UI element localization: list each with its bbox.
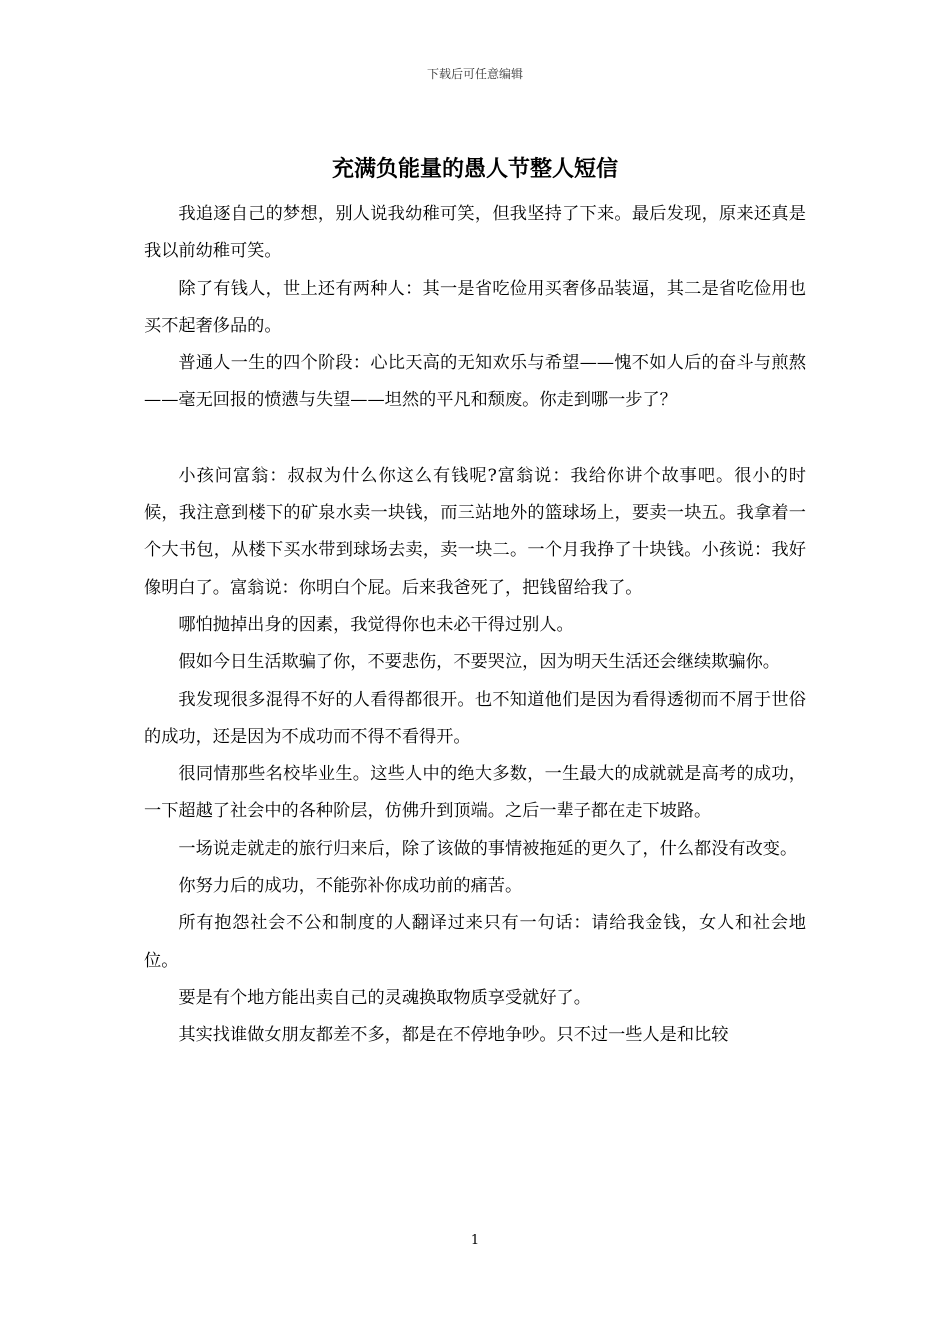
- document-title: 充满负能量的愚人节整人短信: [331, 156, 618, 182]
- paragraph-8: 很同情那些名校毕业生。这些人中的绝大多数，一生最大的成就就是高考的成功，一下超越了社会中的各种阶层，仿佛升到顶端。之后一辈子都在走下坡路。: [144, 764, 806, 822]
- paragraph-7: 我发现很多混得不好的人看得都很开。也不知道他们是因为看得透彻而不屑于世俗的成功，还是因为不成功而不得不看得开。: [144, 689, 806, 747]
- paragraph-11: 所有抱怨社会不公和制度的人翻译过来只有一句话：请给我金钱，女人和社会地位。: [144, 913, 806, 971]
- page-header: 下载后可任意编辑: [426, 67, 523, 81]
- paragraph-3: 普通人一生的四个阶段：心比天高的无知欢乐与希望——愧不如人后的奋斗与煎熬——毫无回报的愤懑与失望——坦然的平凡和颓废。你走到哪一步了？: [144, 353, 806, 411]
- paragraph-4: 小孩问富翁：叔叔为什么你这么有钱呢?富翁说：我给你讲个故事吧。很小的时候，我注意到楼下的矿泉水卖一块钱，而三站地外的篮球场上，要卖一块五。我拿着一个大书包，从楼下买水带到球场去卖，卖一块二。一个月我挣了十块钱。小孩说：我好像明白了。富翁说：你明白个屁。后来我爸死了，把钱留给我了。: [144, 465, 806, 598]
- paragraph-9: 一场说走就走的旅行归来后，除了该做的事情被拖延的更久了，什么都没有改变。: [178, 838, 798, 859]
- paragraph-1: 我追逐自己的梦想，别人说我幼稚可笑，但我坚持了下来。最后发现，原来还真是我以前幼稚可笑。: [144, 204, 806, 262]
- paragraph-10: 你努力后的成功，不能弥补你成功前的痛苦。: [178, 876, 523, 897]
- paragraph-2: 除了有钱人，世上还有两种人：其一是省吃俭用买奢侈品装逼，其二是省吃俭用也买不起奢侈品的。: [144, 278, 806, 336]
- paragraph-12: 要是有个地方能出卖自己的灵魂换取物质享受就好了。: [178, 987, 591, 1008]
- paragraph-13: 其实找谁做女朋友都差不多，都是在不停地争吵。只不过一些人是和比较: [178, 1025, 729, 1046]
- page-number: 1: [470, 1233, 480, 1248]
- blank-line: [144, 420, 806, 458]
- paragraph-6: 假如今日生活欺骗了你，不要悲伤，不要哭泣，因为明天生活还会继续欺骗你。: [178, 652, 780, 673]
- paragraph-5: 哪怕抛掉出身的因素，我觉得你也未必干得过别人。: [178, 614, 574, 635]
- document-body: [144, 196, 806, 1055]
